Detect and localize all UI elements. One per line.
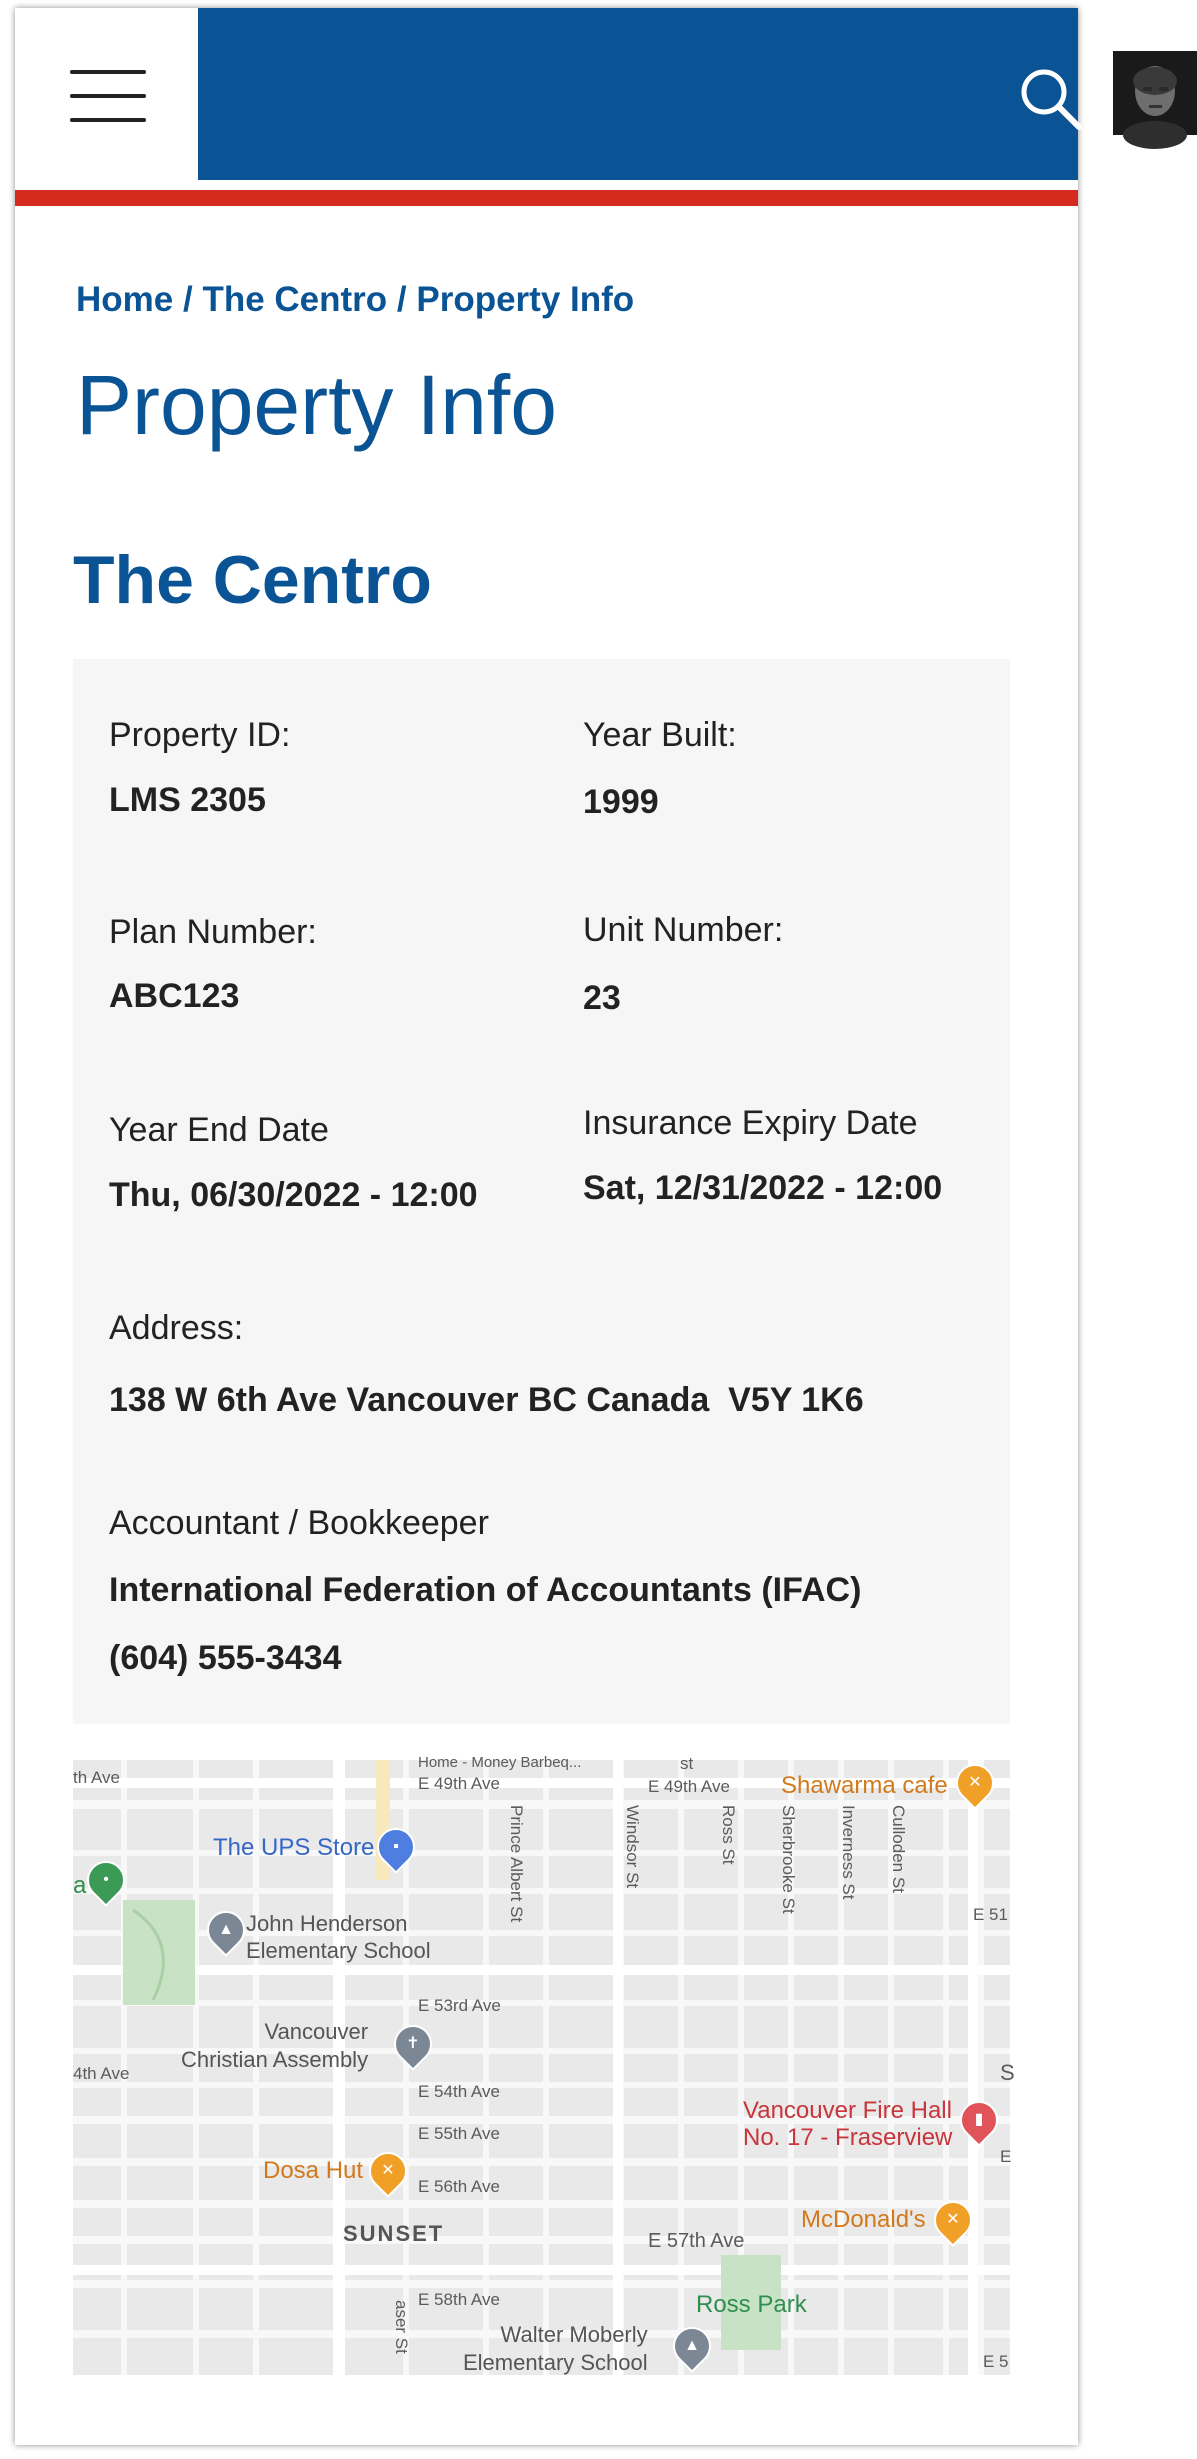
restaurant-icon: ✕ [361,2144,415,2198]
unit-number-label: Unit Number: [583,911,784,949]
plan-number-label: Plan Number: [109,913,317,951]
fire-station-icon: ▮ [952,2093,1006,2147]
church-icon: ✝ [386,2017,440,2071]
breadcrumb-the-centro[interactable]: The Centro [202,280,388,319]
poi-walter-moberly-school[interactable]: Walter Moberly Elementary School [463,2322,648,2375]
street-label: E 58th Ave [418,2290,500,2309]
street-label: E 5 [983,2352,1009,2371]
hamburger-menu-icon[interactable] [70,70,146,122]
page-title: Property Info [76,358,557,452]
restaurant-icon: ✕ [926,2193,980,2247]
breadcrumb-separator: / [387,280,417,319]
poi-vancouver-christian-assembly[interactable]: Vancouver Christian Assembly [181,2019,369,2072]
insurance-expiry-label: Insurance Expiry Date [583,1104,918,1142]
poi-fire-hall[interactable]: Vancouver Fire Hall No. 17 - Fraserview [743,2097,953,2151]
poi-ups-store[interactable]: The UPS Store [213,1834,375,1861]
street-label: E 49th Ave [418,1774,500,1793]
street-label: S [1000,2060,1015,2085]
poi-park-left: a [73,1872,87,1899]
street-label: 4th Ave [73,2064,130,2083]
street-label: Culloden St [889,1805,908,1893]
search-icon[interactable] [1016,64,1086,134]
address-value: 138 W 6th Ave Vancouver BC Canada V5Y 1K6 [109,1381,864,1419]
street-label: th Ave [73,1768,120,1787]
park-icon: • [79,1853,133,1907]
accountant-name: International Federation of Accountants (IFAC) [109,1571,862,1609]
street-label: Sherbrooke St [779,1805,798,1914]
street-label: Windsor St [623,1805,642,1889]
street-label: E 57th Ave [648,2230,745,2252]
poi-mcdonalds[interactable]: McDonald's [801,2206,926,2233]
breadcrumb-separator: / [173,280,203,319]
street-label: E 56th Ave [418,2177,500,2196]
school-icon: ▲ [199,1903,253,1957]
accent-bar [15,190,1078,206]
property-id-value: LMS 2305 [109,781,266,819]
street-label: E 53rd Ave [418,1996,501,2015]
shopping-bag-icon: ▪ [369,1820,423,1874]
year-end-date-label: Year End Date [109,1111,329,1149]
user-avatar[interactable] [1113,51,1197,135]
property-info-panel [73,659,1010,1724]
breadcrumb-property-info[interactable]: Property Info [416,280,635,319]
property-map[interactable] [73,1754,1015,2375]
poi-john-henderson-school[interactable]: John Henderson Elementary School [246,1911,431,1963]
poi-shawarma-cafe[interactable]: Shawarma cafe [781,1772,948,1799]
menu-box [15,8,198,180]
school-icon: ▲ [665,2319,719,2373]
neighbourhood-sunset: SUNSET [343,2221,445,2246]
accountant-label: Accountant / Bookkeeper [109,1504,489,1542]
plan-number-value: ABC123 [109,977,240,1015]
accountant-phone[interactable]: (604) 555-3434 [109,1639,342,1677]
breadcrumb [76,280,634,320]
poi-dosa-hut[interactable]: Dosa Hut [263,2157,364,2184]
street-label: Prince Albert St [507,1805,526,1923]
app-frame [15,8,1078,2445]
poi-ross-park[interactable]: Ross Park [696,2291,807,2318]
street-label: E 51 [973,1905,1008,1924]
street-label: Ross St [719,1805,738,1865]
insurance-expiry-value: Sat, 12/31/2022 - 12:00 [583,1169,943,1207]
street-label: E [1000,2147,1012,2166]
restaurant-icon: ✕ [948,1756,1002,1810]
street-label: Home - Money Barbeq... [418,1754,582,1771]
street-label: E 49th Ave [648,1777,730,1796]
top-bar [198,8,1078,180]
breadcrumb-home[interactable]: Home [76,280,174,319]
unit-number-value: 23 [583,979,621,1017]
address-label: Address: [109,1309,244,1347]
street-label: st [680,1754,694,1773]
street-label: Inverness St [839,1805,858,1900]
street-label: E 55th Ave [418,2124,500,2143]
property-name: The Centro [73,542,432,618]
property-id-label: Property ID: [109,716,291,754]
street-label: E 54th Ave [418,2082,500,2101]
year-built-value: 1999 [583,783,659,821]
year-end-date-value: Thu, 06/30/2022 - 12:00 [109,1176,478,1214]
street-label: aser St [392,2300,411,2354]
year-built-label: Year Built: [583,716,737,754]
